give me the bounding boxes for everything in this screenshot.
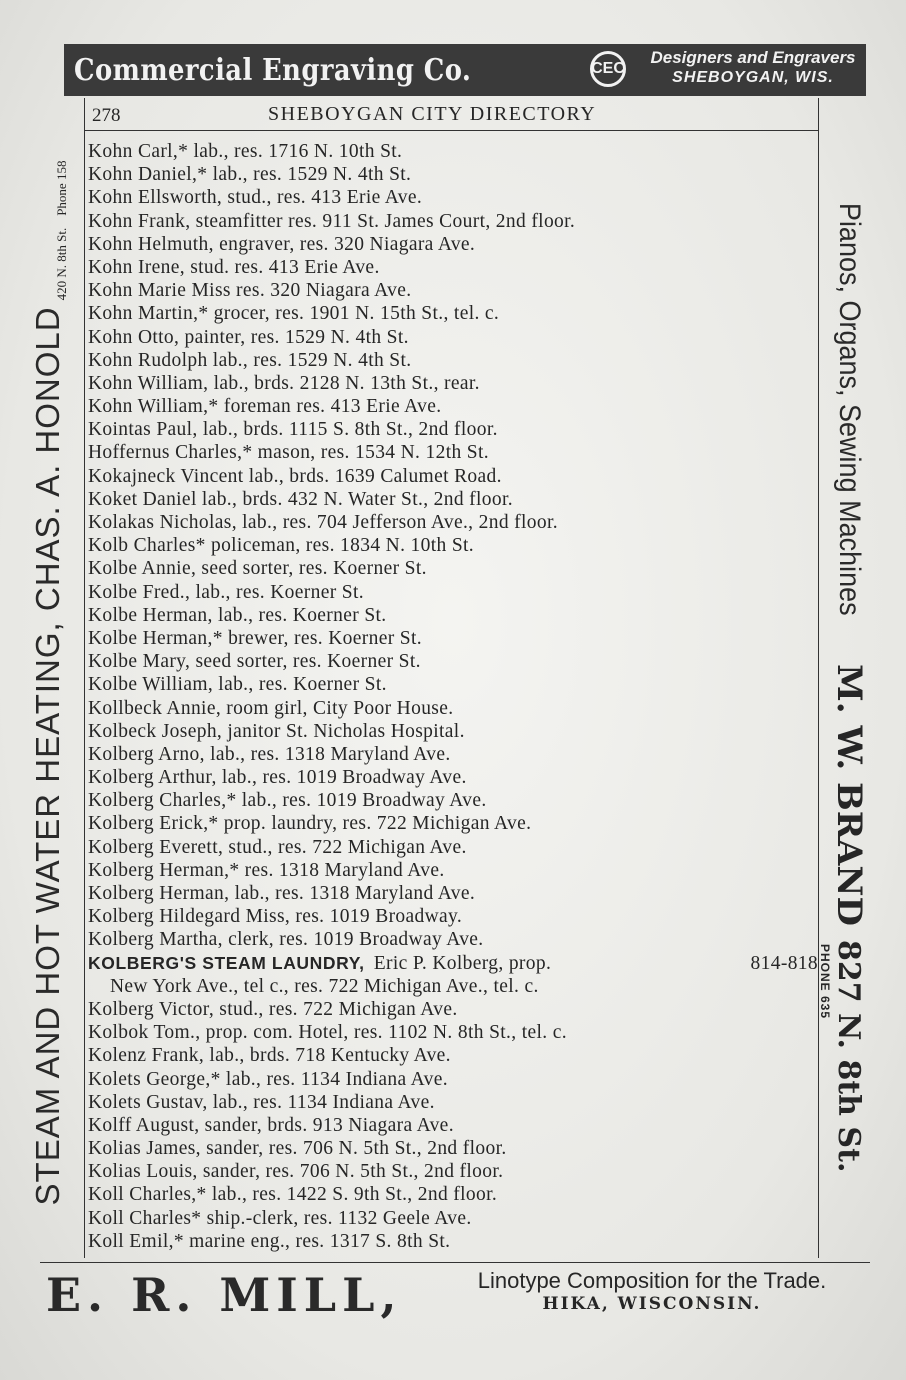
list-item: Kohn Ellsworth, stud., res. 413 Erie Ave.	[88, 187, 423, 209]
heating-ad-address: 420 N. 8th St.	[54, 227, 69, 301]
bottom-advertisement	[40, 1268, 870, 1328]
list-item: Kolets Gustav, lab., res. 1134 Indiana Ave.	[88, 1091, 435, 1113]
list-item: Kolbok Tom., prop. com. Hotel, res. 1102 N. 8th St., tel. c.	[88, 1022, 567, 1044]
list-item: Kohn Marie Miss res. 320 Niagara Ave.	[88, 280, 412, 302]
list-item: Kollbeck Annie, room girl, City Poor House.	[88, 697, 454, 719]
list-item: Hoffernus Charles,* mason, res. 1534 N. 12th St.	[88, 442, 489, 464]
header-rule	[84, 130, 818, 131]
list-item: Kokajneck Vincent lab., brds. 1639 Calumet Road.	[88, 465, 502, 487]
printer-service: Linotype Composition for the Trade.	[477, 1268, 827, 1293]
list-item: Kolakas Nicholas, lab., res. 704 Jefferson Ave., 2nd floor.	[88, 512, 558, 533]
list-item: Kointas Paul, lab., brds. 1115 S. 8th St., 2nd floor.	[88, 419, 498, 441]
list-item: Kolberg Erick,* prop. laundry, res. 722 Michigan Ave.	[88, 813, 532, 835]
list-item: Kolberg Herman,* res. 1318 Maryland Ave.	[88, 859, 445, 881]
music-ad-phone: PHONE 635	[818, 943, 833, 1020]
list-item: Kolbeck Joseph, janitor St. Nicholas Hospital.	[88, 720, 465, 742]
list-item: Kohn Frank, steamfitter res. 911 St. James Court, 2nd floor.	[88, 210, 576, 232]
list-item: Kolberg Herman, lab., res. 1318 Maryland Ave.	[88, 883, 476, 904]
music-ad-brand: M. W. BRAND	[829, 664, 869, 926]
right-column-rule	[818, 98, 819, 1258]
list-item: Kohn Rudolph lab., res. 1529 N. 4th St.	[88, 349, 412, 371]
music-ad-goods: Pianos, Organs, Sewing Machines	[833, 202, 866, 616]
list-item: Kolbe Fred., lab., res. Koerner St.	[88, 581, 364, 603]
laundry-business-continuation: New York Ave., tel c., res. 722 Michigan Ave., tel. c.	[110, 975, 539, 997]
list-item: Kohn Martin,* grocer, res. 1901 N. 15th St., tel. c.	[88, 303, 500, 325]
list-item: Kohn Carl,* lab., res. 1716 N. 10th St.	[88, 141, 403, 162]
list-item: Kolbe Annie, seed sorter, res. Koerner St.	[88, 558, 427, 580]
laundry-business-name: KOLBERG'S STEAM LAUNDRY,	[88, 952, 365, 973]
music-ad-address	[818, 939, 867, 1173]
list-item: Kohn Helmuth, engraver, res. 320 Niagara Ave.	[88, 233, 476, 255]
running-head-title: SHEBOYGAN CITY DIRECTORY	[268, 103, 597, 125]
list-item: Kohn Otto, painter, res. 1529 N. 4th St.	[88, 326, 409, 348]
music-ad-address-text: 827 N. 8th St.	[831, 939, 867, 1173]
heating-ad-text: STEAM AND HOT WATER HEATING, CHAS. A. HONOLD	[29, 306, 66, 1206]
footer-rule	[40, 1262, 870, 1263]
list-item: Kolberg Charles,* lab., res. 1019 Broadway Ave.	[88, 790, 487, 812]
laundry-business-number: 814-818	[750, 952, 818, 974]
list-item: Kohn Daniel,* lab., res. 1529 N. 4th St.	[88, 164, 412, 186]
list-item: Kolbe Herman, lab., res. Koerner St.	[88, 604, 387, 626]
laundry-business-proprietor: Eric P. Kolberg, prop.	[373, 952, 552, 974]
list-item: Kolberg Everett, stud., res. 722 Michigan Ave.	[88, 836, 467, 858]
list-item: Koket Daniel lab., brds. 432 N. Water St., 2nd floor.	[88, 488, 513, 510]
laundry-business-entry	[88, 952, 818, 975]
list-item: Kolff August, sander, brds. 913 Niagara Ave.	[88, 1114, 454, 1136]
list-item: Kolberg Arthur, lab., res. 1019 Broadway Ave.	[88, 767, 467, 789]
list-item: Kolberg Arno, lab., res. 1318 Maryland Ave.	[88, 743, 451, 765]
list-item: Kolias James, sander, res. 706 N. 5th St., 2nd floor.	[88, 1138, 507, 1160]
top-advertisement	[64, 44, 866, 96]
directory-listing	[88, 140, 818, 1253]
list-item: Kolets George,* lab., res. 1134 Indiana Ave.	[88, 1068, 448, 1090]
tagline-line-1: Designers and Engravers	[650, 48, 856, 67]
engraving-tagline	[642, 48, 864, 88]
left-column-rule	[84, 98, 85, 1258]
list-item: Kohn Irene, stud. res. 413 Erie Ave.	[88, 256, 380, 278]
page-number: 278	[92, 105, 121, 126]
company-logo-icon: CEC	[590, 51, 626, 87]
list-item: Koll Emil,* marine eng., res. 1317 S. 8th St.	[88, 1230, 451, 1252]
list-item: Koll Charles* ship.-clerk, res. 1132 Geele Ave.	[88, 1207, 472, 1229]
list-item: Kolbe William, lab., res. Koerner St.	[88, 674, 387, 696]
list-item: Kolbe Mary, seed sorter, res. Koerner St.	[88, 651, 421, 673]
list-item: Kolenz Frank, lab., brds. 718 Kentucky Ave.	[88, 1045, 451, 1067]
list-item: Kohn William, lab., brds. 2128 N. 13th St., rear.	[88, 372, 480, 394]
printer-location: HIKA, WISCONSIN.	[542, 1294, 762, 1314]
list-item: Kolberg Victor, stud., res. 722 Michigan Ave.	[88, 998, 458, 1020]
list-item: Kohn William,* foreman res. 413 Erie Ave.	[88, 396, 442, 418]
right-side-advertisement	[818, 96, 880, 1256]
list-item: Kolias Louis, sander, res. 706 N. 5th St., 2nd floor.	[88, 1161, 504, 1183]
list-item: Kolberg Martha, clerk, res. 1019 Broadway Ave.	[88, 929, 484, 951]
tagline-line-2: SHEBOYGAN, WIS.	[672, 69, 834, 86]
list-item: Kolberg Hildegard Miss, res. 1019 Broadway.	[88, 906, 463, 928]
engraving-company-name: Commercial Engraving Co.	[74, 52, 472, 88]
printer-name: E. R. MILL,	[46, 1268, 403, 1322]
list-item: Kolb Charles* policeman, res. 1834 N. 10th St.	[88, 535, 475, 557]
list-item: Koll Charles,* lab., res. 1422 S. 9th St., 2nd floor.	[88, 1184, 498, 1206]
list-item: Kolbe Herman,* brewer, res. Koerner St.	[88, 627, 422, 649]
left-side-advertisement	[18, 100, 78, 1260]
heating-ad-phone: Phone 158	[54, 160, 69, 216]
